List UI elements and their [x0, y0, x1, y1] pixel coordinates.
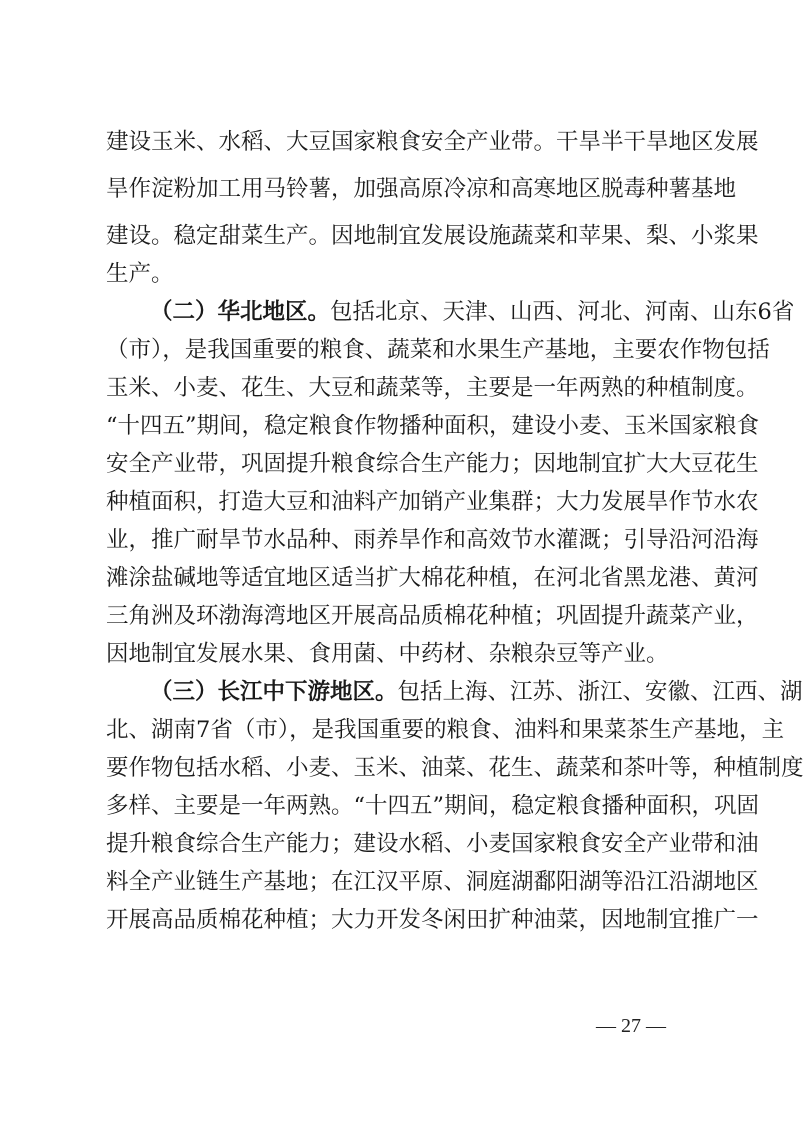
body-line: 玉米、小麦、花生、大豆和蔬菜等，主要是一年两熟的种植制度。 [106, 375, 759, 401]
body-line: （市），是我国重要的粮食、蔬菜和水果生产基地，主要农作物包括 [106, 337, 770, 363]
body-line: 因地制宜发展水果、食用菌、中药材、杂粮杂豆等产业。 [106, 641, 669, 667]
body-line: 旱作淀粉加工用马铃薯，加强高原冷凉和高寒地区脱毒种薯基地 [106, 176, 737, 202]
body-line: 建设玉米、水稻、大豆国家粮食安全产业带。干旱半干旱地区发展 [106, 129, 759, 155]
body-line: 提升粮食综合生产能力；建设水稻、小麦国家粮食安全产业带和油 [106, 831, 759, 857]
body-line: 料全产业链生产基地；在江汉平原、洞庭湖鄱阳湖等沿江沿湖地区 [106, 869, 759, 895]
page-number: — 27 — [596, 1015, 666, 1037]
section-first-line [150, 672, 803, 712]
body-line: 北、湖南7省（市），是我国重要的粮食、油料和果菜茶生产基地，主 [106, 717, 785, 743]
body-line: “十四五”期间，稳定粮食作物播种面积，建设小麦、玉米国家粮食 [106, 413, 760, 439]
body-line: 要作物包括水稻、小麦、玉米、油菜、花生、蔬菜和茶叶等，种植制度 [106, 755, 804, 781]
body-line: 安全产业带，巩固提升粮食综合生产能力；因地制宜扩大大豆花生 [106, 451, 759, 477]
body-line: 生产。 [106, 261, 174, 287]
body-line: 多样、主要是一年两熟。“十四五”期间，稳定粮食播种面积，巩固 [106, 793, 760, 819]
section-first-line [150, 292, 795, 332]
body-line: 建设。稳定甜菜生产。因地制宜发展设施蔬菜和苹果、梨、小浆果 [106, 223, 759, 249]
body-line: 种植面积，打造大豆和油料产加销产业集群；大力发展旱作节水农 [106, 489, 759, 515]
section-heading: （三）长江中下游地区。 [150, 679, 398, 705]
section-heading: （二）华北地区。 [150, 299, 331, 325]
body-line: 业，推广耐旱节水品种、雨养旱作和高效节水灌溉；引导沿河沿海 [106, 527, 759, 553]
body-line: 滩涂盐碱地等适宜地区适当扩大棉花种植，在河北省黑龙港、黄河 [106, 565, 759, 591]
body-line: 开展高品质棉花种植；大力开发冬闲田扩种油菜，因地制宜推广一 [106, 907, 759, 933]
body-line: 三角洲及环渤海湾地区开展高品质棉花种植；巩固提升蔬菜产业， [106, 603, 759, 629]
body-text: 包括北京、天津、山西、河北、河南、山东6省 [330, 299, 795, 325]
body-text: 包括上海、江苏、浙江、安徽、江西、湖 [397, 679, 803, 705]
